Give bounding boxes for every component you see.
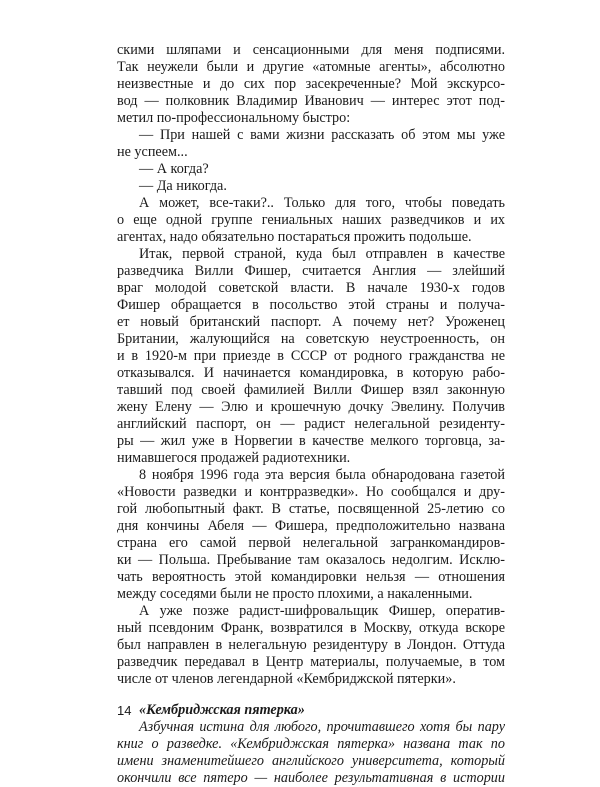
page-number: 14 xyxy=(117,703,132,718)
text-line: метил по-профессиональному быстро: xyxy=(117,110,351,126)
text-line: дня кончины Абеля — Фишера, предположительно названа xyxy=(117,518,505,534)
text-line: Итак, первой страной, куда был отправлен в качестве xyxy=(139,246,505,262)
italic-line: Азбучная истина для любого, прочитавшего хотя бы пару xyxy=(139,719,505,735)
text-line: отказывался. И начинается командировка, в которую рабо- xyxy=(117,365,505,381)
text-line: между соседями были не просто плохими, а накаленными. xyxy=(117,586,473,602)
text-line: ки — Польша. Пребывание там оказалось недолгим. Исклю- xyxy=(117,552,505,568)
text-line: был направлен в нелегальную резидентуру в Лондон. Оттуда xyxy=(117,637,505,653)
text-line: враг молодой советской власти. В начале 1930-х годов xyxy=(117,280,505,296)
text-line: — А когда? xyxy=(139,161,209,177)
text-line: А может, все-таки?.. Только для того, чтобы поведать xyxy=(139,195,505,211)
text-line: чать вероятность этой командировки нельзя — отношения xyxy=(117,569,505,585)
text-line: 8 ноября 1996 года эта версия была обнародована газетой xyxy=(139,467,505,483)
text-line: вод — полковник Владимир Иванович — интерес этот под- xyxy=(117,93,505,109)
text-line: агентах, надо обязательно постараться прожить подольше. xyxy=(117,229,472,245)
text-line: страна его самой первой нелегальной загранкомандиров- xyxy=(117,535,505,551)
text-line: А уже позже радист-шифровальщик Фишер, оператив- xyxy=(139,603,505,619)
section-gap xyxy=(117,688,505,702)
text-line: — При нашей с вами жизни рассказать об этом мы уже xyxy=(139,127,505,143)
text-line: Фишер обращается в посольство этой страны и получа- xyxy=(117,297,505,313)
text-line: гой любопытный факт. В статье, посвященной 25-летию со xyxy=(117,501,505,517)
italic-line: имени знаменитейшего английского университета, который xyxy=(117,753,505,769)
italic-line: книг о разведке. «Кембриджская пятерка» названа так по xyxy=(117,736,505,752)
text-line: — Да никогда. xyxy=(139,178,227,194)
text-line: разведчика Вилли Фишер, считается Англия — злейший xyxy=(117,263,505,279)
section-heading: «Кембриджская пятерка» xyxy=(139,702,305,718)
text-line: неизвестные и до сих пор засекреченные? Мой экскурсо- xyxy=(117,76,505,92)
text-line: и в 1920-м при приезде в СССР от родного гражданства не xyxy=(117,348,505,364)
text-line: Британии, жалующийся на советскую неустроенность, он xyxy=(117,331,505,347)
text-line: «Новости разведки и контрразведки». Но сообщался и дру- xyxy=(117,484,505,500)
text-line: тавший под своей фамилией Вилли Фишер взял законную xyxy=(117,382,505,398)
text-line: жену Елену — Элю и крошечную дочку Эвелину. Получив xyxy=(117,399,505,415)
text-line: ный псевдоним Франк, возвратился в Москву, откуда вскоре xyxy=(117,620,505,636)
text-line: ет новый британский паспорт. А почему нет? Уроженец xyxy=(117,314,505,330)
text-line: Так неужели были и другие «атомные агенты», абсолютно xyxy=(117,59,505,75)
text-line: английский паспорт, он — радист нелегальной резиденту- xyxy=(117,416,505,432)
italic-line: окончили все пятеро — наиболее результативная в истории xyxy=(117,770,505,786)
text-line: не успеем... xyxy=(117,144,188,160)
text-line: числе от членов легендарной «Кембриджской пятерки». xyxy=(117,671,456,687)
text-line: разведчик передавал в Центр материалы, получаемые, в том xyxy=(117,654,505,670)
text-line: ры — жил уже в Норвегии в качестве мелкого торговца, за- xyxy=(117,433,505,449)
body-text xyxy=(117,42,505,787)
text-line: о еще одной группе гениальных наших разведчиков и их xyxy=(117,212,505,228)
text-line: скими шляпами и сенсационными для меня подписями. xyxy=(117,42,505,58)
text-line: нимавшегося продажей радиотехники. xyxy=(117,450,351,466)
